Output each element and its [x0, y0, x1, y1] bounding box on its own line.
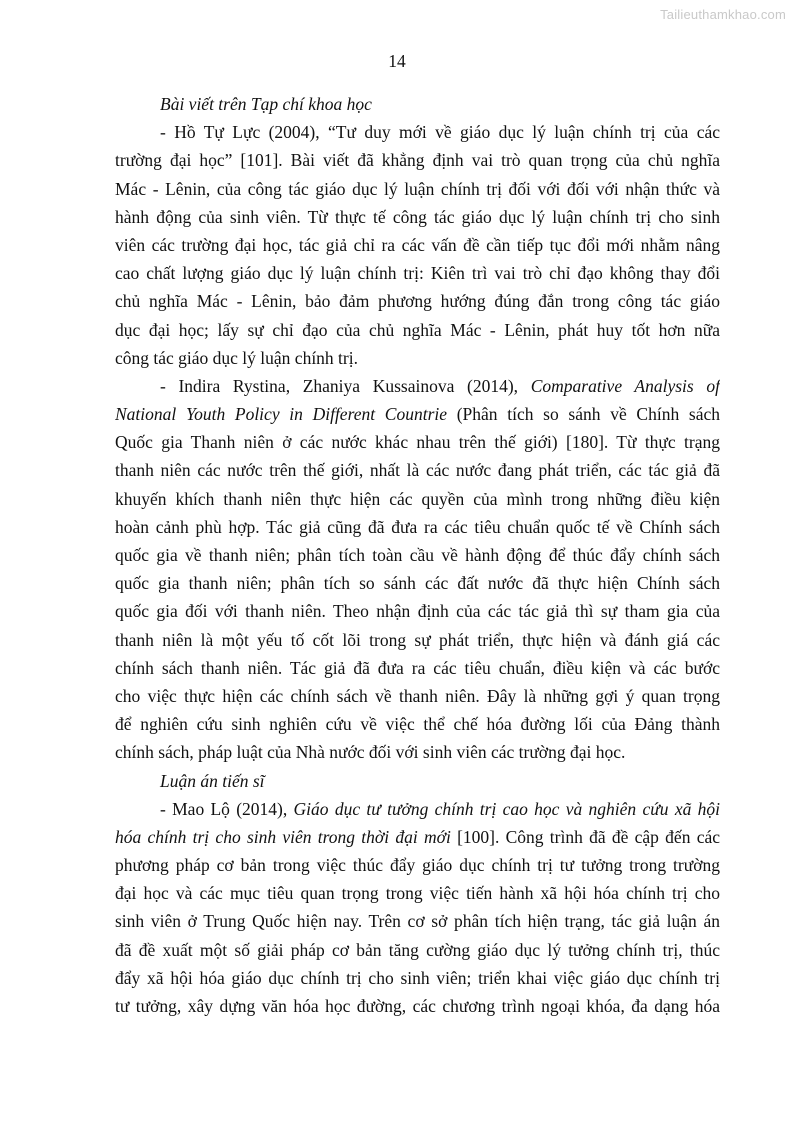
section-heading-thesis: [115, 767, 720, 795]
paragraph-mao-lo: [115, 795, 720, 1021]
text-line: sinh viên ở Trung Quốc hiện nay. Trên cơ sở phân tích hiện trạng, tác giả luận án: [115, 911, 720, 932]
text-line: quốc gia thanh niên; phân tích so sánh các đất nước đã thực hiện Chính sách: [115, 573, 720, 594]
paragraph-ho-tu-luc: [115, 118, 720, 372]
text-line: Quốc gia Thanh niên ở các nước khác nhau trên thế giới) [180]. Từ thực trạng: [115, 432, 720, 453]
text-line: phương pháp cơ bản trong việc thúc đẩy giáo dục chính trị tư tưởng trong trường: [115, 855, 720, 876]
text-line: [115, 795, 720, 823]
text-line: công tác giáo dục lý luận chính trị.: [115, 347, 358, 368]
text-run: - Mao Lộ (2014),: [160, 798, 294, 819]
section-heading-text: Luận án tiến sĩ: [160, 770, 265, 791]
text-line: - Hồ Tự Lực (2004), “Tư duy mới về giáo dục lý luận chính trị của các: [160, 122, 720, 143]
text-line: hoàn cảnh phù hợp. Tác giả cũng đã đưa ra các tiêu chuẩn quốc tế về Chính sách: [115, 516, 720, 537]
section-heading-journal: [115, 90, 720, 118]
text-line: Mác - Lênin, của công tác giáo dục lý luận chính trị đối với đối với nhận thức và: [115, 178, 720, 199]
text-line: cho việc thực hiện các chính sách về thanh niên. Đây là những gợi ý quan trọng: [115, 685, 720, 706]
italic-title-run: Comparative Analysis of: [530, 375, 720, 396]
text-line: [115, 372, 720, 400]
text-line: chính sách, pháp luật của Nhà nước đối với sinh viên các trường đại học.: [115, 742, 626, 763]
text-line: trường đại học” [101]. Bài viết đã khẳng định vai trò quan trọng của chủ nghĩa: [115, 150, 720, 171]
text-line: dục đại học; lấy sự chỉ đạo của chủ nghĩa Mác - Lênin, phát huy tốt hơn nữa: [115, 319, 720, 340]
italic-title-run: hóa chính trị cho sinh viên trong thời đại mới: [115, 826, 451, 847]
text-line: thanh niên là một yếu tố cốt lõi trong sự phát triển, thực hiện và đánh giá các: [115, 629, 720, 650]
text-line: đẩy xã hội hóa giáo dục chính trị cho sinh viên; triển khai việc giáo dục chính trị: [115, 967, 720, 988]
text-line: quốc gia về thanh niên; phân tích toàn cầu về hành động để thúc đẩy chính sách: [115, 545, 720, 565]
text-line: cao chất lượng giáo dục lý luận chính trị: Kiên trì vai trò chỉ đạo không thay đổi: [115, 263, 720, 284]
italic-title-run: National Youth Policy in Different Countrie: [115, 404, 448, 425]
text-line: chủ nghĩa Mác - Lênin, bảo đảm phương hướng đúng đắn trong công tác giáo: [115, 291, 720, 312]
section-heading-text: Bài viết trên Tạp chí khoa học: [160, 94, 372, 114]
text-line: viên các trường đại học, tác giả chỉ ra các vấn đề cần tiếp tục đổi mới nhằm nâng: [115, 234, 720, 255]
text-line: để nghiên cứu sinh nghiên cứu về việc thể chế hóa đường lối của Đảng thành: [115, 714, 720, 735]
italic-title-run: Giáo dục tư tưởng chính trị cao học và nghiên cứu xã hội: [293, 798, 720, 819]
text-line: chính sách thanh niên. Tác giả đã đưa ra các tiêu chuẩn, điều kiện và các bước: [115, 657, 720, 678]
text-line: [115, 400, 720, 428]
text-line: khuyến khích thanh niên thực hiện các quyền của mình trong những điều kiện: [115, 488, 720, 509]
text-line: thanh niên các nước trên thế giới, nhất là các nước đang phát triển, các tác giả đã: [115, 460, 720, 481]
document-body: [115, 90, 720, 1020]
text-run: (Phân tích so sánh về Chính sách: [447, 404, 720, 425]
text-line: đã đề xuất một số giải pháp cơ bản tăng cường giáo dục lý tưởng chính trị, thúc: [115, 939, 720, 960]
text-line: quốc gia đối với thanh niên. Theo nhận định của các tác giả thì sự tham gia của: [115, 601, 720, 622]
text-line: hành động của sinh viên. Từ thực tế công tác giáo dục lý luận chính trị cho sinh: [115, 206, 720, 227]
watermark-text: Tailieuthamkhao.com: [660, 7, 786, 22]
text-line: đại học và các mục tiêu quan trọng trong việc tiến hành xã hội hóa chính trị cho: [115, 883, 720, 904]
text-line: [115, 823, 720, 851]
text-run: - Indira Rystina, Zhaniya Kussainova (2014),: [160, 375, 531, 396]
paragraph-indira-rystina: [115, 372, 720, 767]
page-number: 14: [388, 51, 406, 71]
text-run: [100]. Công trình đã đề cập đến các: [450, 826, 720, 847]
text-line: tư tưởng, xây dựng văn hóa học đường, các chương trình ngoại khóa, đa dạng hóa: [115, 996, 720, 1016]
